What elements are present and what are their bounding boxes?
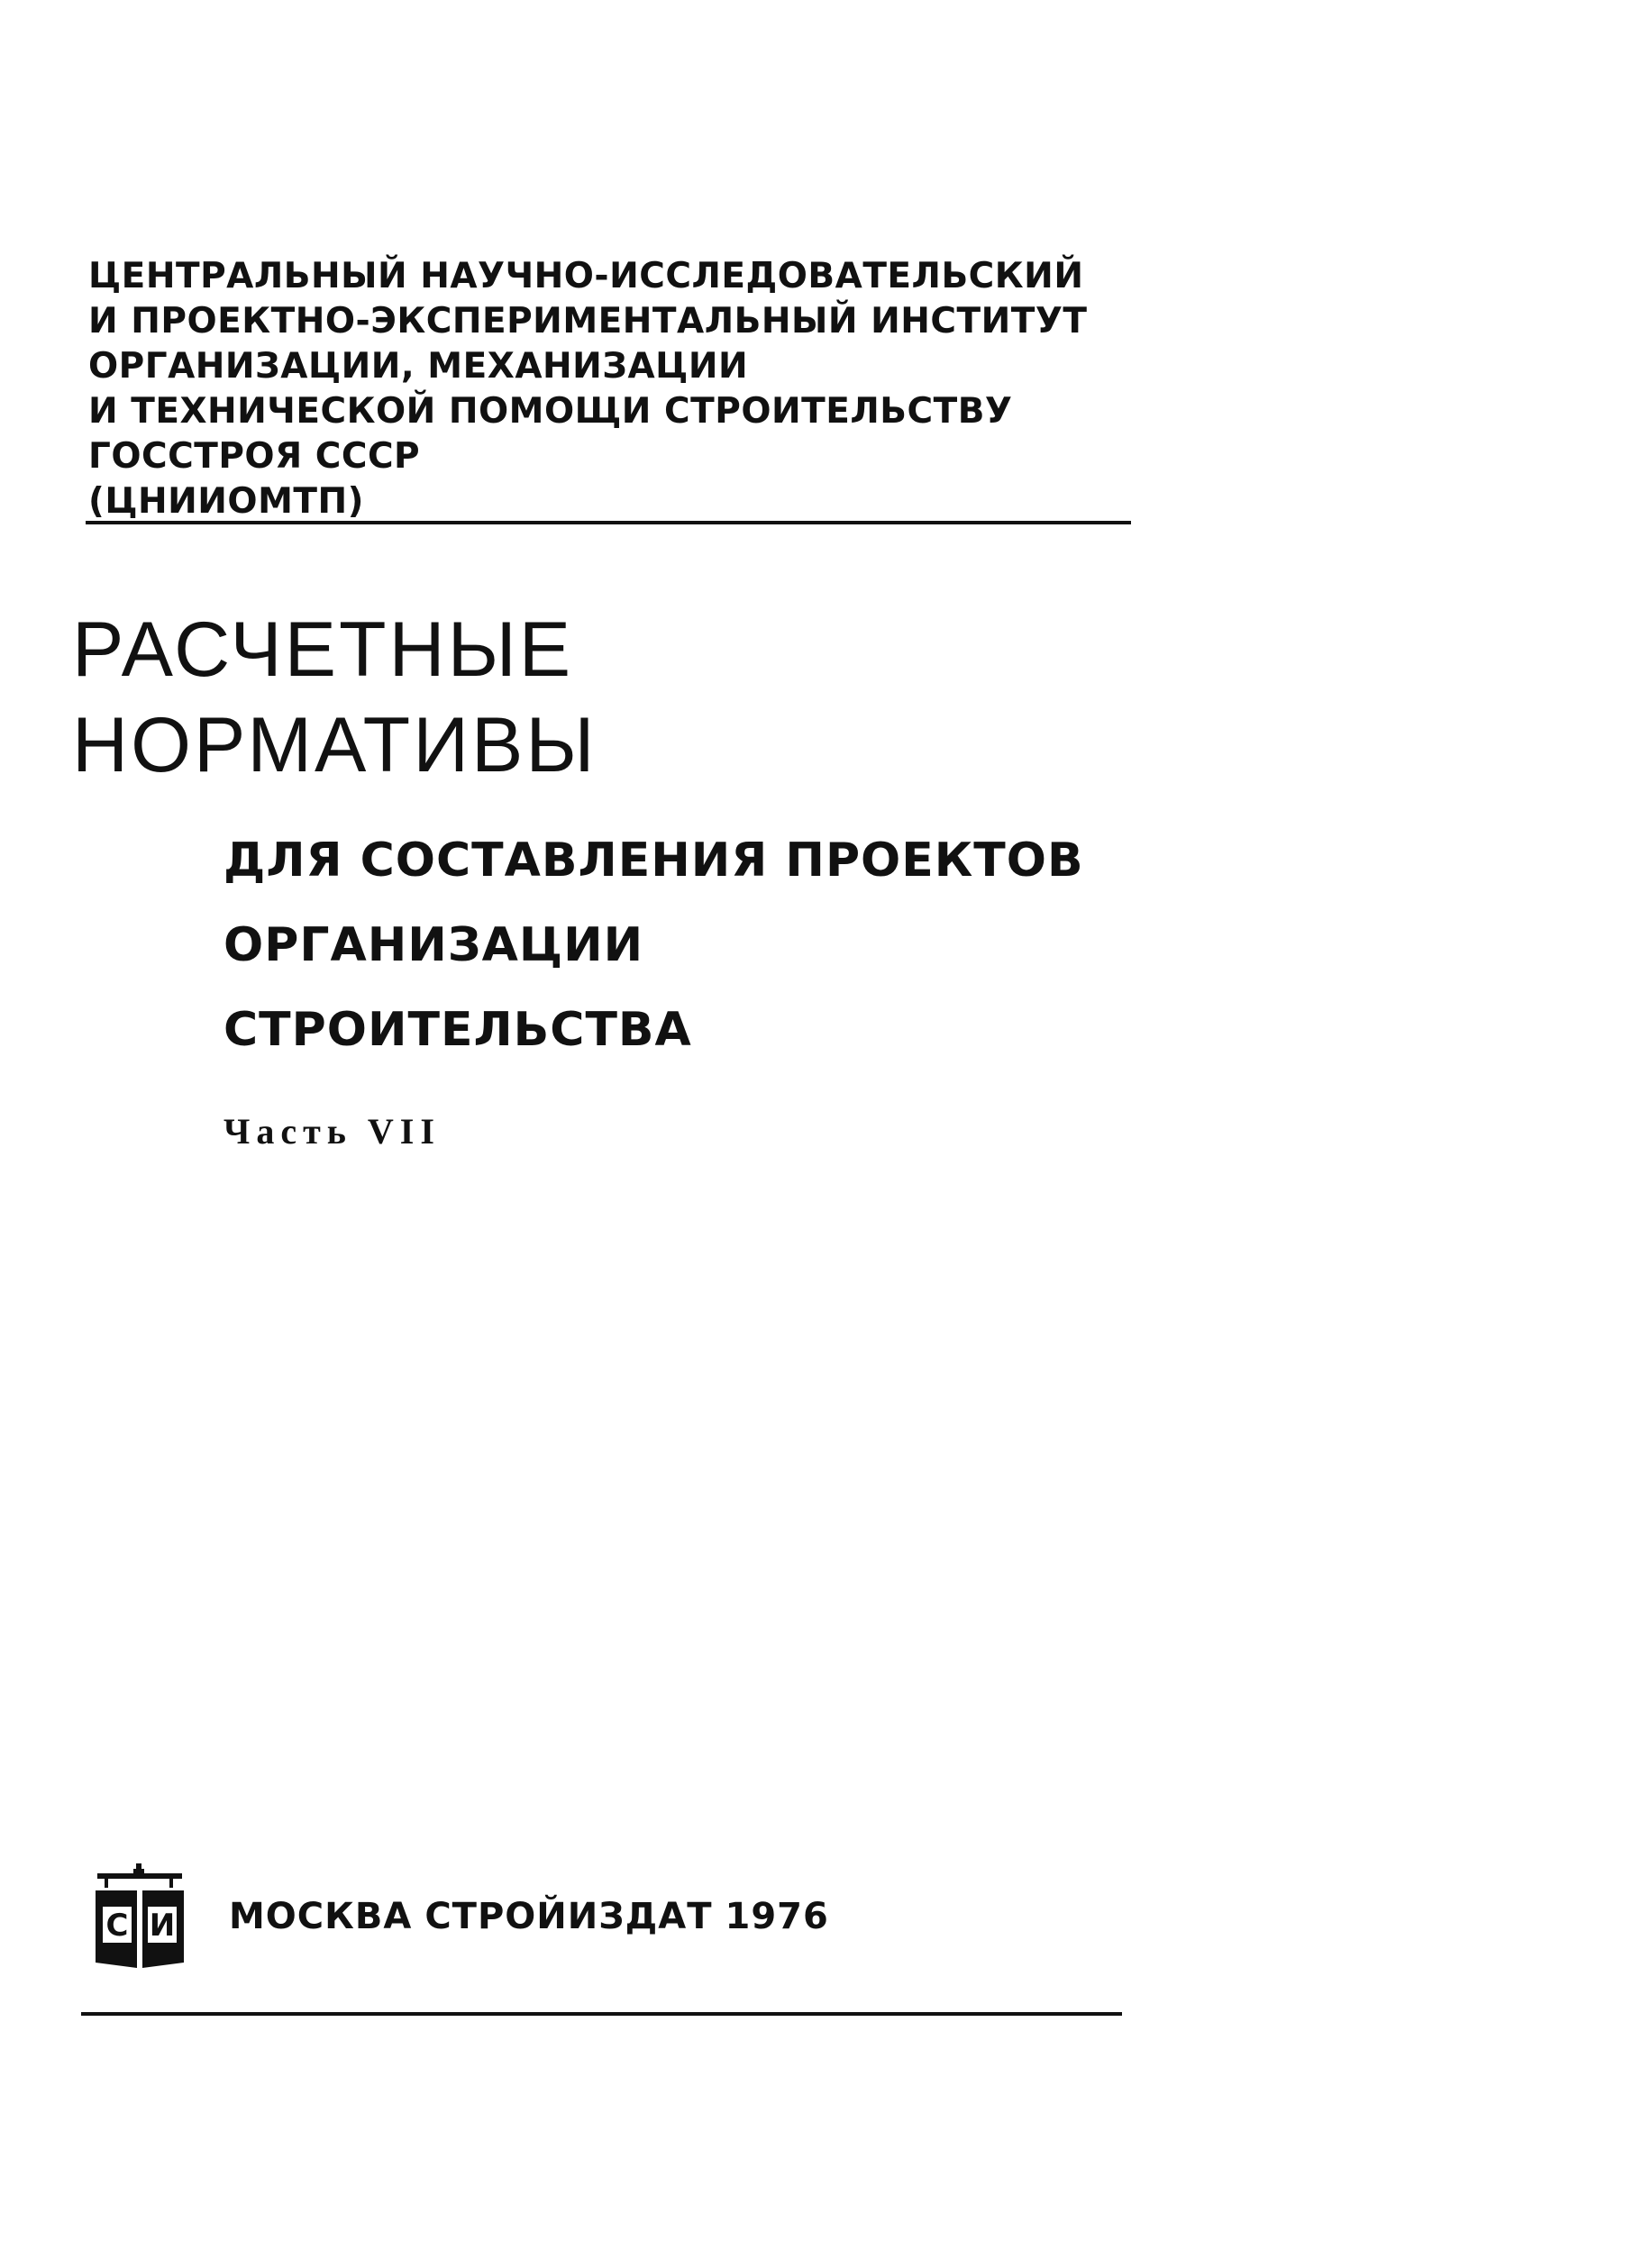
imprint: [229, 1896, 829, 1937]
subtitle-line: ОРГАНИЗАЦИИ: [224, 918, 644, 972]
title-line: НОРМАТИВЫ: [72, 702, 598, 788]
institute-line: ОРГАНИЗАЦИИ, МЕХАНИЗАЦИИ: [88, 346, 749, 387]
institute-line: ГОССТРОЯ СССР: [88, 436, 421, 477]
top-divider: [86, 521, 1131, 524]
bottom-divider: [81, 2012, 1122, 2016]
document-title: [72, 602, 598, 793]
logo-letter: И: [149, 1908, 176, 1944]
institute-line: И ПРОЕКТНО-ЭКСПЕРИМЕНТАЛЬНЫЙ ИНСТИТУТ: [88, 301, 1088, 342]
institute-line: ЦЕНТРАЛЬНЫЙ НАУЧНО-ИССЛЕДОВАТЕЛЬСКИЙ: [88, 256, 1084, 296]
title-line: РАСЧЕТНЫЕ: [72, 606, 574, 693]
imprint-city: МОСКВА: [229, 1896, 413, 1937]
institute-abbreviation: (ЦНИИОМТП): [88, 481, 364, 522]
stroyizdat-logo-icon: [92, 1863, 187, 1970]
logo-letter: С: [105, 1908, 129, 1944]
subtitle-line: СТРОИТЕЛЬСТВА: [224, 1003, 692, 1057]
institute-line: И ТЕХНИЧЕСКОЙ ПОМОЩИ СТРОИТЕЛЬСТВУ: [88, 391, 1013, 432]
imprint-publisher: СТРОЙИЗДАТ: [424, 1896, 713, 1937]
document-subtitle: [224, 818, 1084, 1072]
institute-name: [88, 254, 1134, 524]
part-number: Часть VII: [224, 1111, 441, 1152]
imprint-year: 1976: [725, 1896, 829, 1937]
subtitle-line: ДЛЯ СОСТАВЛЕНИЯ ПРОЕКТОВ: [224, 833, 1084, 888]
